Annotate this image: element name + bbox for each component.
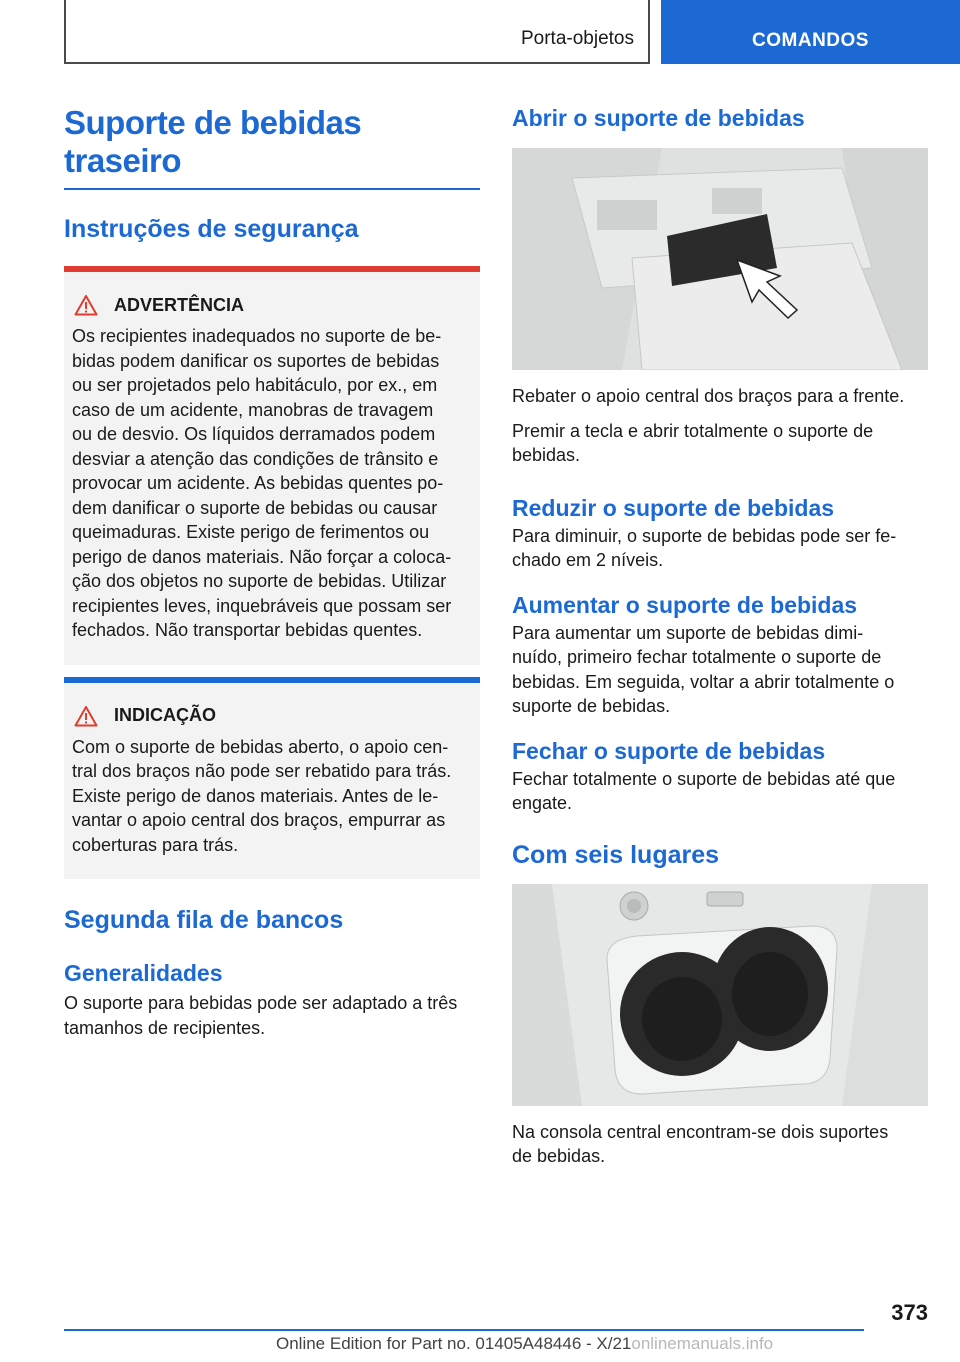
title-divider	[64, 188, 480, 190]
general-line: O suporte para bebidas pode ser adaptado a três	[64, 993, 458, 1013]
page-title-line-2: traseiro	[64, 142, 182, 179]
page-header	[0, 0, 960, 66]
warning-line: perigo de danos materiais. Não forçar a coloca-	[72, 546, 452, 567]
open-step-2-line: bebidas.	[512, 445, 581, 465]
close-line: Fechar totalmente o suporte de bebidas até que	[512, 768, 896, 789]
note-line: Existe perigo de danos materiais. Antes de le-	[72, 785, 439, 806]
note-text	[72, 735, 472, 858]
page-number: 373	[891, 1300, 928, 1325]
edition-text: Online Edition for Part no. 01405A48446 - X/21	[276, 1334, 632, 1353]
note-line: tral dos braços não pode ser rebatido para trás.	[72, 761, 452, 781]
warning-line: provocar um acidente. As bebidas quentes po-	[72, 473, 444, 493]
warning-line: caso de um acidente, manobras de travagem	[72, 399, 434, 420]
notice-triangle-icon	[74, 705, 98, 727]
enlarge-line: bebidas. Em seguida, voltar a abrir totalmente o	[512, 671, 895, 692]
warning-title-text: ADVERTÊNCIA	[114, 294, 245, 315]
enlarge-text	[512, 621, 928, 719]
warning-triangle-icon	[74, 294, 98, 316]
warning-line: ou ser projetados pelo habitáculo, por ex., em	[72, 375, 438, 395]
warning-title	[74, 294, 472, 316]
reduce-line: Para diminuir, o suporte de bebidas pode ser fe-	[512, 525, 897, 546]
warning-text	[72, 324, 472, 643]
watermark-text: onlinemanuals.info	[631, 1334, 774, 1353]
armrest-photo	[512, 148, 928, 370]
enlarge-line: Para aumentar um suporte de bebidas dimi-	[512, 622, 864, 643]
cupholder-illustration	[512, 884, 928, 1106]
cupholder-photo	[512, 884, 928, 1106]
warning-line: queimaduras. Existe perigo de ferimentos ou	[72, 522, 430, 542]
six-seats-text	[512, 1120, 928, 1169]
open-step-2-line: Premir a tecla e abrir totalmente o suporte de	[512, 420, 874, 441]
second-row-heading: Segunda fila de bancos	[64, 906, 344, 934]
warning-line: dem danificar o suporte de bebidas ou causar	[72, 497, 438, 518]
general-text	[64, 991, 480, 1040]
page-title	[64, 104, 480, 180]
warning-line: recipientes leves, inquebráveis que possam ser	[72, 595, 452, 616]
header-section-title: Porta-objetos	[520, 28, 634, 49]
warning-box	[64, 266, 480, 665]
note-line: coberturas para trás.	[72, 834, 239, 855]
general-heading: Generalidades	[64, 960, 223, 986]
warning-line: ou de desvio. Os líquidos derramados podem	[72, 424, 436, 444]
warning-line: Os recipientes inadequados no suporte de be-	[72, 326, 442, 346]
reduce-heading: Reduzir o suporte de bebidas	[512, 494, 835, 521]
reduce-text	[512, 524, 928, 573]
warning-line: ção dos objetos no suporte de bebidas. Utilizar	[72, 571, 447, 591]
warning-line: desviar a atenção das condições de trânsito e	[72, 448, 439, 469]
note-line: vantar o apoio central dos braços, empurrar as	[72, 810, 446, 830]
note-title-text: INDICAÇÃO	[114, 705, 216, 725]
safety-heading: Instruções de segurança	[64, 215, 359, 243]
right-column	[512, 104, 928, 1169]
close-line: engate.	[512, 793, 573, 813]
armrest-illustration	[512, 148, 928, 370]
left-column	[64, 104, 480, 1040]
enlarge-line: suporte de bebidas.	[512, 696, 671, 716]
footer-edition	[276, 1334, 773, 1354]
enlarge-heading: Aumentar o suporte de bebidas	[512, 591, 858, 618]
warning-line: fechados. Não transportar bebidas quentes.	[72, 620, 423, 640]
note-box	[64, 677, 480, 880]
close-heading: Fechar o suporte de bebidas	[512, 737, 826, 764]
close-text	[512, 767, 928, 816]
note-line: Com o suporte de bebidas aberto, o apoio cen-	[72, 736, 449, 757]
six-seats-line: de bebidas.	[512, 1146, 606, 1166]
header-chapter-tab: COMANDOS	[661, 0, 960, 64]
open-step-1: Rebater o apoio central dos braços para a frente.	[512, 386, 905, 406]
note-title	[74, 705, 472, 727]
general-line: tamanhos de recipientes.	[64, 1017, 266, 1038]
open-step-2	[512, 419, 928, 468]
page-title-line-1: Suporte de bebidas	[64, 104, 362, 141]
reduce-line: chado em 2 níveis.	[512, 550, 664, 570]
warning-line: bidas podem danificar os suportes de bebidas	[72, 350, 440, 371]
six-seats-line: Na consola central encontram-se dois suportes	[512, 1121, 889, 1142]
header-section-box	[64, 0, 650, 64]
footer-divider	[64, 1329, 864, 1331]
open-heading: Abrir o suporte de bebidas	[512, 105, 805, 131]
six-seats-heading: Com seis lugares	[512, 840, 720, 869]
enlarge-line: nuído, primeiro fechar totalmente o suporte de	[512, 647, 882, 667]
